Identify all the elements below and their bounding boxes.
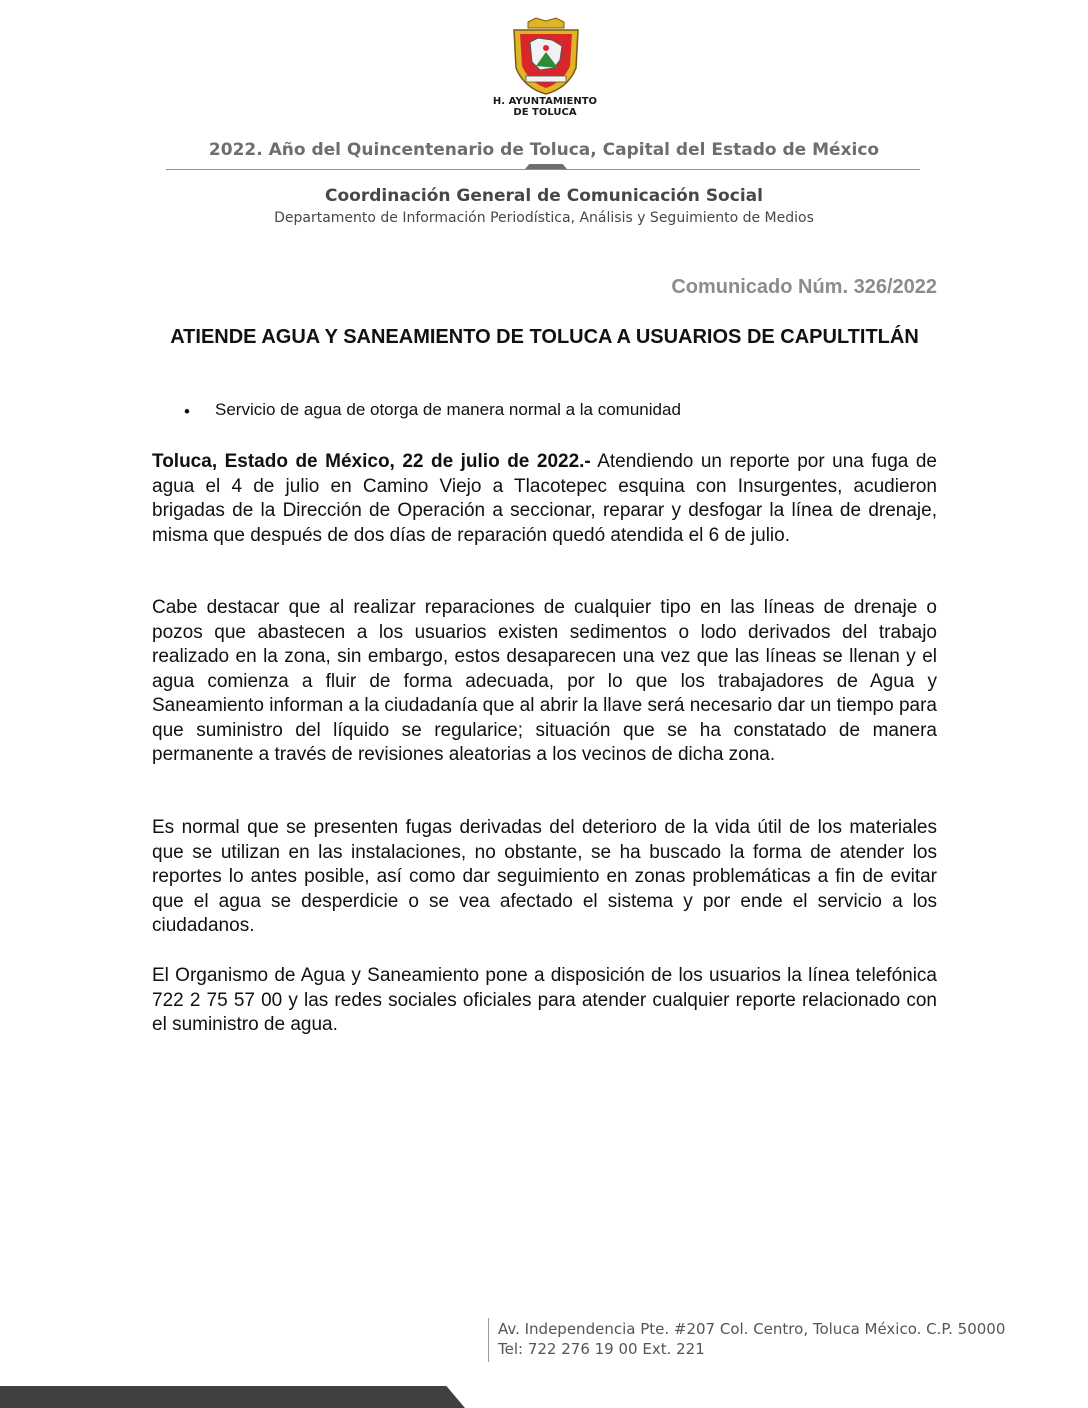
bullet-point: Servicio de agua de otorga de manera normal a la comunidad [215,400,681,419]
footer-accent-bar [0,1386,465,1408]
header-divider [166,169,920,170]
footer-address: Av. Independencia Pte. #207 Col. Centro, Toluca México. C.P. 50000 [498,1320,1006,1338]
communique-number: Comunicado Núm. 326/2022 [671,276,937,298]
body-paragraph-1 [152,450,937,548]
logo-line-1: H. AYUNTAMIENTO [492,96,598,107]
coordination-title: Coordinación General de Comunicación Social [325,186,763,206]
dateline: Toluca, Estado de México, 22 de julio de 2022.- [152,451,591,472]
toluca-coat-of-arms-logo [508,16,584,96]
body-paragraph-3: Es normal que se presenten fugas derivadas del deterioro de la vida útil de los materiales que se utilizan en las instalaciones, no obstante, se ha buscado la forma de atender los reportes lo antes posible, así como dar seguimiento en zonas problemáticas a fin de evitar que el agua se desperdicie o se vea afectado el sistema y por ende el servicio a los ciudadanos. [152,817,937,936]
footer-divider [488,1318,489,1362]
department-subtitle: Departamento de Información Periodística, Análisis y Seguimiento de Medios [274,210,814,226]
paragraph-1-text: Atendiendo un reporte por una fuga de agua el 4 de julio en Camino Viejo a Tlacotepec esquina con Insurgentes, acudieron brigadas de la Dirección de Operación a seccionar, reparar y desfogar la línea de drenaje, misma que después de dos días de reparación quedó atendida el 6 de julio. [152,451,937,546]
logo-caption [470,96,620,118]
coat-of-arms-icon [508,16,584,96]
bullet-icon: • [184,402,190,421]
year-banner: 2022. Año del Quincentenario de Toluca, Capital del Estado de México [208,140,880,160]
footer-phone: Tel: 722 276 19 00 Ext. 221 [498,1340,705,1358]
logo-line-2: DE TOLUCA [513,107,577,118]
press-release-headline: ATIENDE AGUA Y SANEAMIENTO DE TOLUCA A USUARIOS DE CAPULTITLÁN [170,326,919,348]
body-paragraph-2: Cabe destacar que al realizar reparaciones de cualquier tipo en las líneas de drenaje o pozos que abastecen a los usuarios existen sedimentos o lodo derivados del trabajo realizado en la zona, sin embargo, estos desaparecen una vez que las líneas se llenan y el agua comienza a fluir de forma adecuada, por lo que los trabajadores de Agua y Saneamiento informan a la ciudadanía que al abrir la llave será necesario dar un tiempo para que suministro del líquido se regularice; situación que se ha constatado de manera permanente a través de revisiones aleatorias a los vecinos de dicha zona. [152,597,937,765]
body-paragraph-4: El Organismo de Agua y Saneamiento pone a disposición de los usuarios la línea telefónica 722 2 75 57 00 y las redes sociales oficiales para atender cualquier reporte relacionado con el suministro de agua. [152,965,937,1035]
